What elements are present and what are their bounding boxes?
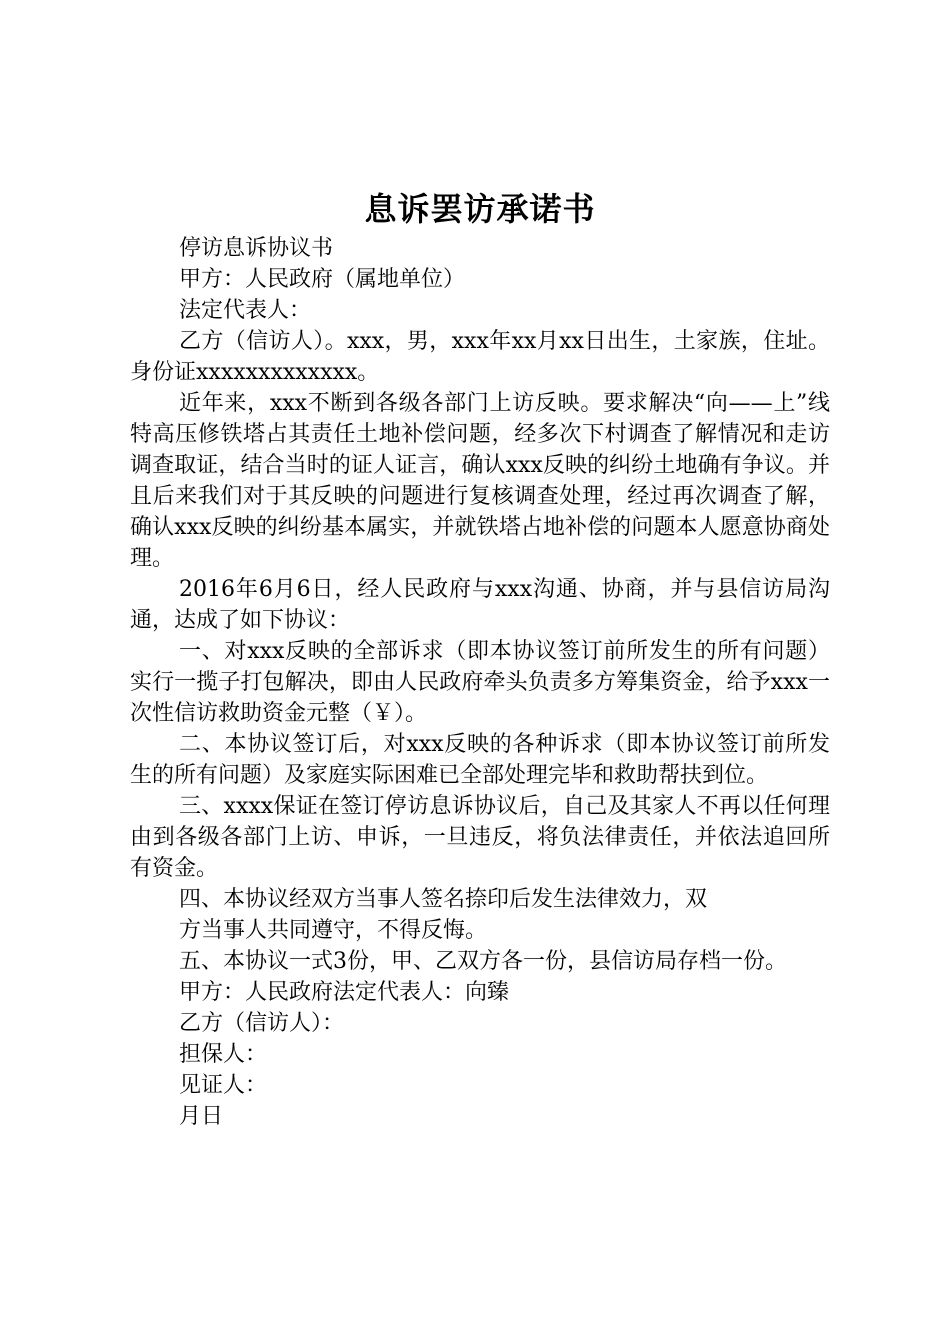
clause-2: 二、本协议签订后，对xxx反映的各种诉求（即本协议签订前所发生的所有问题）及家庭实际困难已全部处理完毕和救助帮扶到位。 (130, 732, 830, 788)
document-title: 息诉罢访承诺书 (364, 190, 596, 228)
clause-3: 三、xxxx保证在签订停访息诉协议后，自己及其家人不再以任何理由到各级各部门上访、申诉，一旦违反，将负法律责任，并依法追回所有资金。 (130, 794, 830, 881)
clause-5: 五、本协议一式3份，甲、乙双方各一份，县信访局存档一份。 (179, 949, 787, 974)
clause-1: 一、对xxx反映的全部诉求（即本协议签订前所发生的所有问题）实行一揽子打包解决，即由人民政府牵头负责多方筹集资金，给予xxx一次性信访救助资金元整（￥）。 (130, 639, 830, 726)
party-b-signature-line: 乙方（信访人）： (179, 1011, 345, 1036)
witness-line: 见证人： (179, 1073, 268, 1098)
guarantor-line: 担保人： (179, 1042, 268, 1067)
party-a-line: 甲方：人民政府（属地单位） (179, 267, 466, 292)
date-line: 月日 (179, 1104, 224, 1129)
clause-4-part-2: 方当事人共同遵守，不得反悔。 (179, 918, 488, 943)
party-b-info: 乙方（信访人）。xxx，男，xxx年xx月xx日出生，土家族，住址。身份证xxxxxxxxxxxxx。 (130, 329, 830, 385)
background-paragraph: 近年来，xxx不断到各级各部门上访反映。要求解决“向——上”线特高压修铁塔占其责任土地补偿问题，经多次下村调查了解情况和走访调查取证，结合当时的证人证言，确认xxx反映的纠纷土地确有争议。并且后来我们对于其反映的问题进行复核调查处理，经过再次调查了解，确认xxx反映的纠纷基本属实，并就铁塔占地补偿的问题本人愿意协商处理。 (130, 391, 830, 571)
negotiation-paragraph: 2016年6月6日，经人民政府与xxx沟通、协商，并与县信访局沟通，达成了如下协议： (130, 577, 830, 633)
legal-representative-line: 法定代表人： (179, 298, 312, 323)
clause-4-part-1: 四、本协议经双方当事人签名捺印后发生法律效力，双 (179, 887, 708, 912)
document-body (130, 233, 830, 1132)
party-a-signature-line: 甲方：人民政府法定代表人：向臻 (179, 980, 510, 1005)
agreement-heading: 停访息诉协议书 (179, 236, 334, 261)
